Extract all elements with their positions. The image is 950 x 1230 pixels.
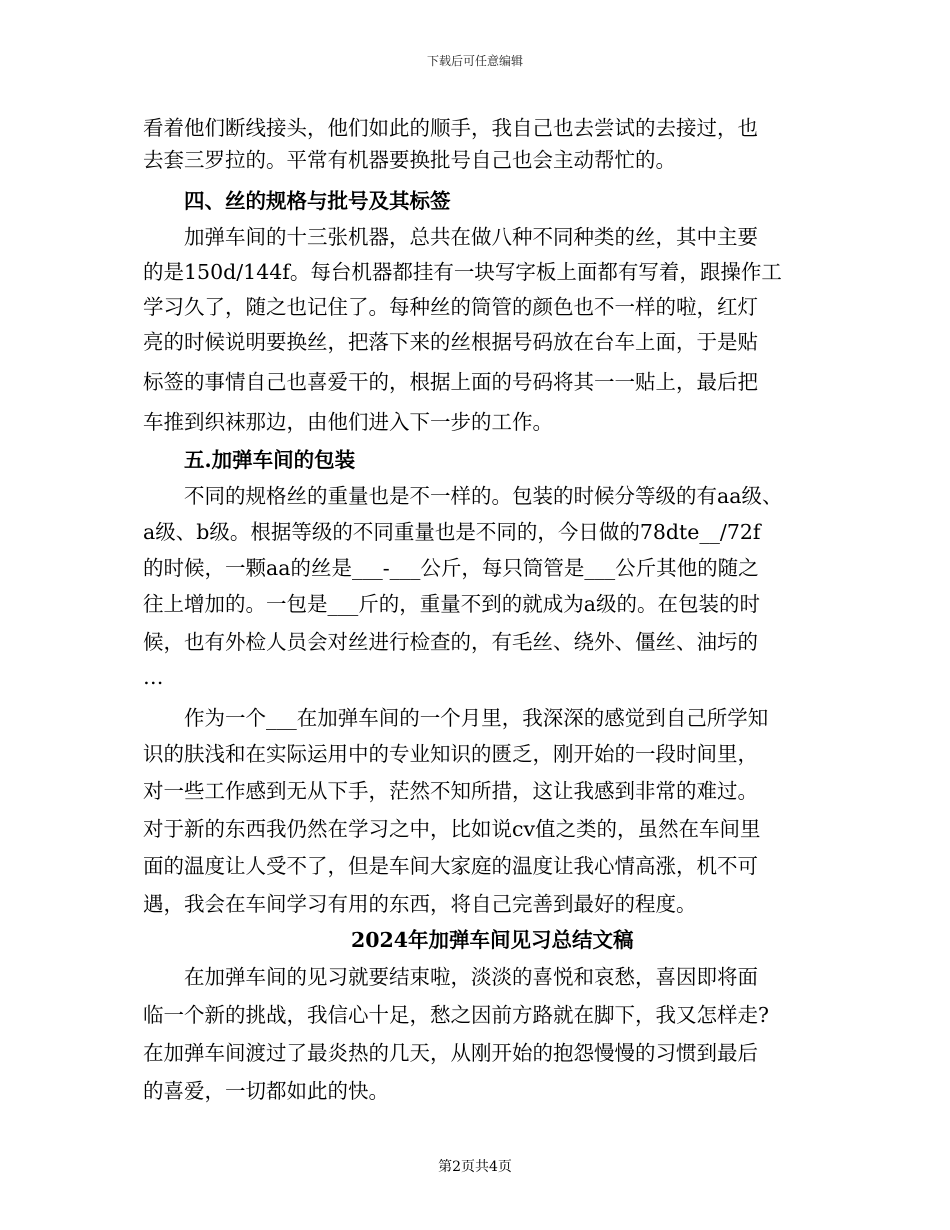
paragraph-line: 识的肤浅和在实际运用中的专业知识的匮乏，刚开始的一段时间里， xyxy=(143,742,758,766)
paragraph-line: … xyxy=(143,665,164,689)
document-title: 2024年加弹车间见习总结文稿 xyxy=(351,928,634,952)
section-heading: 五.加弹车间的包装 xyxy=(184,448,356,472)
paragraph-line: 作为一个___在加弹车间的一个月里，我深深的感觉到自己所学知 xyxy=(184,706,769,730)
page-header: 下载后可任意编辑 xyxy=(426,54,523,68)
paragraph-line: 往上增加的。一包是___斤的，重量不到的就成为a级的。在包装的时 xyxy=(143,592,760,616)
paragraph-line: 车推到织袜那边，由他们进入下一步的工作。 xyxy=(143,410,553,434)
paragraph-line: 候，也有外检人员会对丝进行检查的，有毛丝、绕外、僵丝、油圬的 xyxy=(143,630,758,654)
paragraph-line: 加弹车间的十三张机器，总共在做八种不同种类的丝，其中主要 xyxy=(184,225,758,249)
paragraph-line: 对于新的东西我仍然在学习之中，比如说cv值之类的，虽然在车间里 xyxy=(143,817,761,841)
paragraph-line: 亮的时候说明要换丝，把落下来的丝根据号码放在台车上面，于是贴 xyxy=(143,330,758,354)
paragraph-line: 面的温度让人受不了，但是车间大家庭的温度让我心情高涨，机不可 xyxy=(143,854,758,878)
paragraph-line: 临一个新的挑战，我信心十足，愁之因前方路就在脚下，我又怎样走? xyxy=(143,1003,769,1027)
paragraph-line: 对一些工作感到无从下手，茫然不知所措，这让我感到非常的难过。 xyxy=(143,779,758,803)
paragraph-line: 的是150d/144f。每台机器都挂有一块写字板上面都有写着，跟操作工 xyxy=(143,260,782,284)
paragraph-line: 遇，我会在车间学习有用的东西，将自己完善到最好的程度。 xyxy=(143,892,697,916)
paragraph-line: 在加弹车间的见习就要结束啦，淡淡的喜悦和哀愁，喜因即将面 xyxy=(184,965,758,989)
paragraph-line: 去套三罗拉的。平常有机器要换批号自己也会主动帮忙的。 xyxy=(143,148,676,172)
paragraph-line: 的时候，一颗aa的丝是___-___公斤，每只筒管是___公斤其他的随之 xyxy=(143,556,759,580)
paragraph-line: 不同的规格丝的重量也是不一样的。包装的时候分等级的有aa级、 xyxy=(184,484,783,508)
paragraph-line: 学习久了，随之也记住了。每种丝的筒管的颜色也不一样的啦，红灯 xyxy=(143,295,758,319)
section-heading: 四、丝的规格与批号及其标签 xyxy=(184,189,451,213)
paragraph-line: 标签的事情自己也喜爱干的，根据上面的号码将其一一贴上，最后把 xyxy=(143,370,758,394)
paragraph-line: a级、b级。根据等级的不同重量也是不同的，今日做的78dte__/72f xyxy=(143,520,761,544)
paragraph-line: 的喜爱，一切都如此的快。 xyxy=(143,1079,389,1103)
paragraph-line: 在加弹车间渡过了最炎热的几天，从刚开始的抱怨慢慢的习惯到最后 xyxy=(143,1041,758,1065)
paragraph-line: 看着他们断线接头，他们如此的顺手，我自己也去尝试的去接过，也 xyxy=(143,116,758,140)
page-number: 第2页共4页 xyxy=(438,1159,512,1175)
